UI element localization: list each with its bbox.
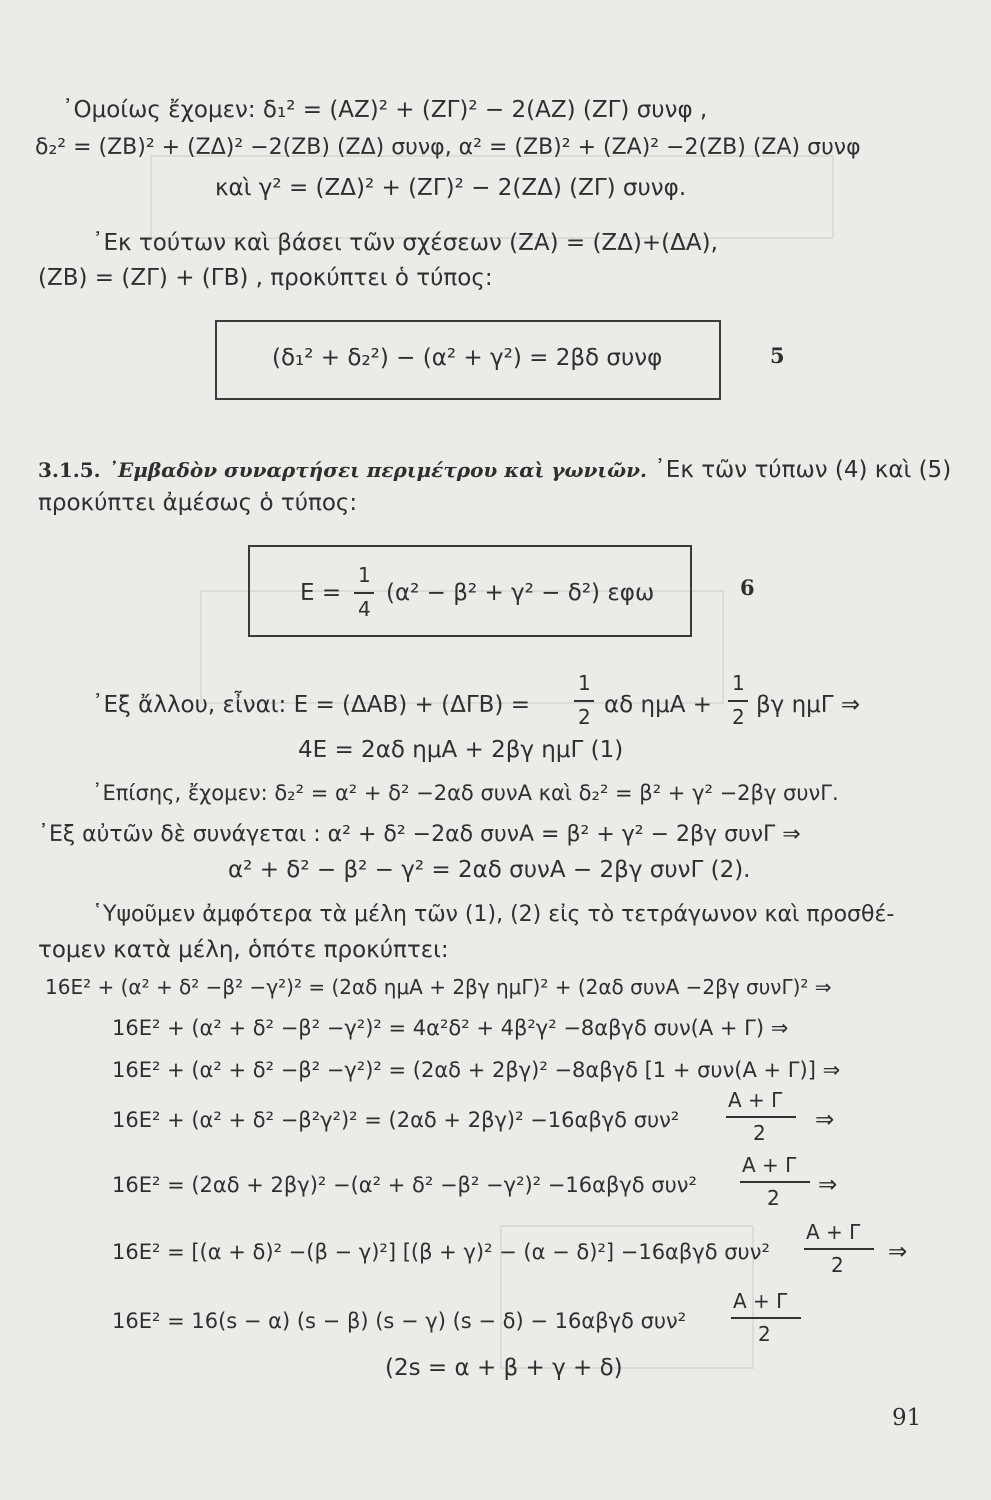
fraction-denominator: 2	[753, 1121, 766, 1145]
text-segment: αδ ημΑ +	[604, 692, 713, 718]
equation-number-5: 5	[770, 343, 785, 368]
fraction-denominator: 2	[758, 1322, 771, 1346]
text-line: ᾿Ομοίως ἔχομεν: δ₁² = (ΑΖ)² + (ΖΓ)² − 2(ΑΖ) (ΖΓ) συνφ ,	[62, 97, 708, 123]
fraction-numerator: Α + Γ	[806, 1220, 861, 1244]
text-line: 16Ε² = [(α + δ)² −(β − γ)²] [(β + γ)² − (α − δ)²] −16αβγδ συν²	[112, 1240, 770, 1264]
text-line: ῾Υψοῦμεν ἀμφότερα τὰ μέλη τῶν (1), (2) εἰς τὸ τετράγωνον καὶ προσθέ-	[92, 902, 895, 927]
fraction-numerator: 1	[732, 671, 745, 695]
fraction-denominator: 4	[358, 597, 371, 621]
text-line: ᾿Εκ τούτων καὶ βάσει τῶν σχέσεων (ΖΑ) = (ΖΔ)+(ΔΑ),	[92, 230, 718, 256]
text-segment: βγ ημΓ ⇒	[756, 692, 861, 718]
text-line: 16Ε² = 16(s − α) (s − β) (s − γ) (s − δ) − 16αβγδ συν²	[112, 1309, 687, 1333]
text-line: ᾿Επίσης, ἔχομεν: δ₂² = α² + δ² −2αδ συνΑ καὶ δ₂² = β² + γ² −2βγ συνΓ.	[92, 781, 839, 805]
text-line: (2s = α + β + γ + δ)	[385, 1355, 623, 1381]
equation-number-6: 6	[740, 575, 755, 600]
text-line: (ΖΒ) = (ΖΓ) + (ΓΒ) , προκύπτει ὁ τύπος:	[38, 265, 493, 291]
text-line: 16Ε² + (α² + δ² −β² −γ²)² = (2αδ ημΑ + 2βγ ημΓ)² + (2αδ συνΑ −2βγ συνΓ)² ⇒	[45, 975, 832, 999]
text-line: 16Ε² + (α² + δ² −β² −γ²)² = (2αδ + 2βγ)² −8αβγδ [1 + συν(Α + Γ)] ⇒	[112, 1058, 841, 1082]
implies-arrow: ⇒	[815, 1107, 835, 1133]
fraction-numerator: 1	[578, 671, 591, 695]
text-line: προκύπτει ἀμέσως ὁ τύπος:	[38, 490, 358, 516]
text-line: 4Ε = 2αδ ημΑ + 2βγ ημΓ (1)	[298, 737, 624, 763]
text-line: δ₂² = (ΖΒ)² + (ΖΔ)² −2(ΖΒ) (ΖΔ) συνφ, α² = (ΖΒ)² + (ΖΑ)² −2(ΖΒ) (ΖΑ) συνφ	[35, 135, 861, 160]
fraction-numerator: Α + Γ	[733, 1289, 788, 1313]
section-heading	[38, 455, 951, 485]
fraction-denominator: 2	[767, 1186, 780, 1210]
text-line: α² + δ² − β² − γ² = 2αδ συνΑ − 2βγ συνΓ (2).	[228, 857, 751, 883]
fraction-numerator: 1	[358, 563, 371, 587]
fraction-denominator: 2	[831, 1253, 844, 1277]
fraction-denominator: 2	[578, 705, 591, 729]
text-line: καὶ γ² = (ΖΔ)² + (ΖΓ)² − 2(ΖΔ) (ΖΓ) συνφ.	[215, 175, 687, 201]
text-line: ᾿Εξ αὐτῶν δὲ συνάγεται : α² + δ² −2αδ συνΑ = β² + γ² − 2βγ συνΓ ⇒	[38, 822, 801, 847]
fraction-numerator: Α + Γ	[742, 1153, 797, 1177]
formula-6-rhs: (α² − β² + γ² − δ²) εφω	[386, 580, 655, 606]
fraction-denominator: 2	[732, 705, 745, 729]
fraction-numerator: Α + Γ	[728, 1088, 783, 1112]
text-line: 16Ε² = (2αδ + 2βγ)² −(α² + δ² −β² −γ²)² −16αβγδ συν²	[112, 1173, 697, 1197]
section-title: ᾿Εμβαδὸν συναρτήσει περιμέτρου καὶ γωνιῶν.	[107, 458, 647, 482]
text-line: 16Ε² + (α² + δ² −β² −γ²)² = 4α²δ² + 4β²γ² −8αβγδ συν(Α + Γ) ⇒	[112, 1016, 789, 1040]
text-line: ᾿Εξ ἄλλου, εἶναι: Ε = (ΔΑΒ) + (ΔΓΒ) =	[92, 692, 530, 718]
section-rest: ᾿Εκ τῶν τύπων (4) καὶ (5)	[654, 457, 952, 483]
text-line: τομεν κατὰ μέλη, ὁπότε προκύπτει:	[38, 937, 449, 963]
formula-5: (δ₁² + δ₂²) − (α² + γ²) = 2βδ συνφ	[272, 345, 663, 371]
formula-6-lhs: Ε =	[300, 580, 342, 606]
text-line: 16Ε² + (α² + δ² −β²γ²)² = (2αδ + 2βγ)² −16αβγδ συν²	[112, 1108, 680, 1132]
implies-arrow: ⇒	[888, 1239, 908, 1265]
page-number: 91	[892, 1405, 922, 1431]
implies-arrow: ⇒	[818, 1172, 838, 1198]
section-number: 3.1.5.	[38, 458, 101, 482]
